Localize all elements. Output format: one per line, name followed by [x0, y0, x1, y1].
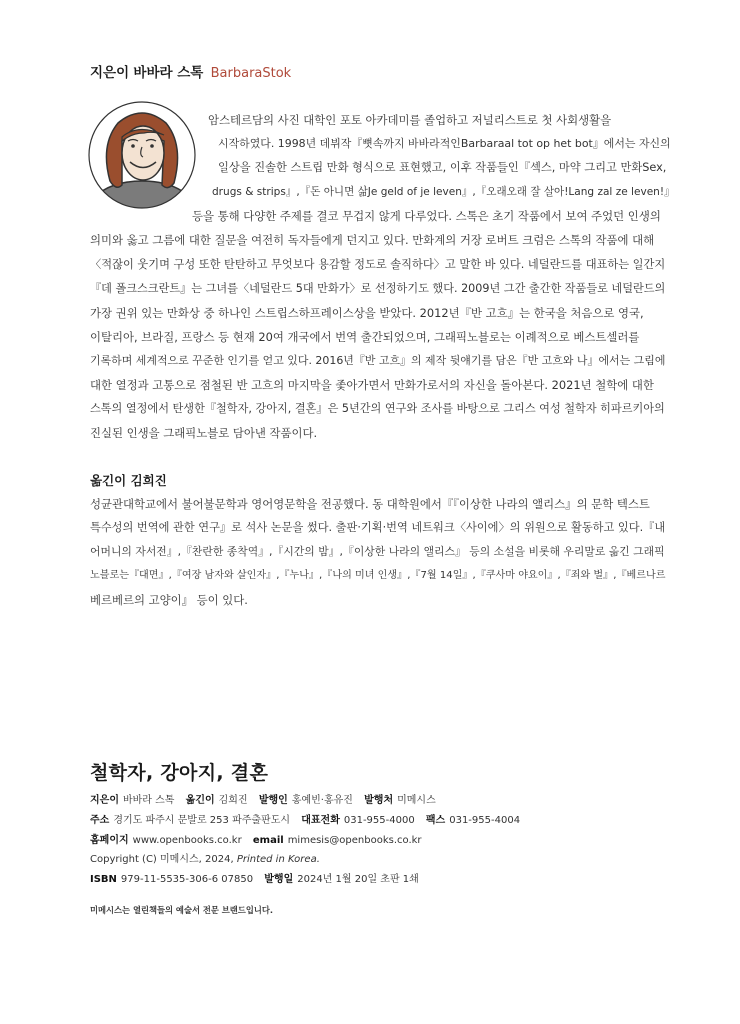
translator-line: 성균관대학교에서 불어불문학과 영어영문학을 전공했다. 동 대학원에서『『이상한 나라의 앨리스』의 문학 텍스트 [90, 497, 650, 511]
homepage-label: 홈페이지 [90, 834, 129, 846]
imprint-value: 미메시스 [397, 795, 436, 806]
email-label: email [252, 834, 284, 846]
fax-label: 팩스 [425, 814, 446, 826]
translator-line: 특수성의 번역에 관한 연구』로 석사 논문을 썼다. 출판·기획·번역 네트워크〈사이에〉의 위원으로 활동하고 있다.『내 [90, 521, 666, 535]
brand-note: 미메시스는 열린책들의 예술서 전문 브랜드입니다. [90, 905, 274, 915]
translator-biography [90, 492, 666, 612]
bio-line: 암스테르담의 사진 대학인 포토 아카데미를 졸업하고 저널리스트로 첫 사회생활을 [208, 113, 612, 127]
bio-line: 진실된 인생을 그래픽노블로 담아낸 작품이다. [90, 426, 318, 441]
colophon-isbn-row [90, 870, 520, 890]
isbn-label: ISBN [90, 874, 117, 886]
date-value: 2024년 1월 20일 초판 1쇄 [297, 874, 419, 886]
bio-line: 가장 권위 있는 만화상 중 하나인 스트립스하프레이스상을 받았다. 2012년『반 고흐』는 한국을 처음으로 영국, [90, 305, 644, 320]
author-name-en: BarbaraStok [210, 66, 292, 81]
translator-name: 김희진 [130, 473, 167, 488]
colophon-web-row [90, 831, 520, 851]
date-label: 발행일 [264, 874, 294, 886]
publisher-label: 발행인 [258, 795, 288, 806]
phone-value: 031-955-4000 [343, 814, 415, 826]
author-role: 지은이 [90, 65, 130, 81]
copyright-text: Copyright (C) 미메시스, 2024, [90, 854, 234, 866]
bio-line: 기록하며 세계적으로 꾸준한 인기를 얻고 있다. 2016년『반 고흐』의 제작 뒷얘기를 담은『반 고흐와 나』에서는 그림에 [90, 353, 666, 367]
author-biography [90, 108, 675, 445]
translator-line: 노블로는『대면』,『여장 남자와 살인자』,『누나』,『나의 미녀 인생』,『7월 14일』,『쿠사마 야요이』,『죄와 벌』,『베르나르 [90, 570, 666, 582]
bio-line: 시작하였다. 1998년 데뷔작『뼛속까지 바바라적인Barbaraal tot op het bot』에서는 자신의 [218, 137, 671, 151]
email-value: mimesis@openbooks.co.kr [287, 834, 422, 846]
author-heading [90, 64, 291, 83]
bio-line: 일상을 진솔한 스트립 만화 형식으로 표현했고, 이후 작품들인『섹스, 마약 그리고 만화Sex, [218, 161, 667, 175]
fax-value: 031-955-4004 [449, 814, 521, 826]
translator-label: 옮긴이 [185, 795, 215, 806]
colophon-copyright-row [90, 850, 520, 870]
colophon-address-row [90, 811, 520, 831]
bio-line: 『데 폴크스크란트』는 그녀를〈네덜란드 5대 만화가〉로 선정하기도 했다. 2009년 그간 출간한 작품들로 네덜란드의 [90, 281, 666, 295]
bio-line: 〈적잖이 웃기며 구성 또한 탄탄하고 무엇보다 용감할 정도로 솔직하다〉고 말한 바 있다. 네덜란드를 대표하는 일간지 [90, 257, 666, 271]
translator-heading [90, 472, 167, 490]
colophon [90, 791, 520, 890]
imprint-label: 발행처 [364, 795, 394, 806]
phone-label: 대표전화 [301, 814, 340, 826]
address-label: 주소 [90, 814, 110, 826]
author-label: 지은이 [90, 795, 119, 806]
publisher-value: 홍예빈·홍유진 [291, 795, 353, 806]
isbn-value: 979-11-5535-306-6 07850 [120, 874, 254, 886]
homepage-value: www.openbooks.co.kr [132, 834, 242, 846]
translator-value: 김희진 [218, 795, 248, 806]
bio-line: 이탈리아, 브라질, 프랑스 등 현재 20여 개국에서 번역 출간되었으며, 그래픽노블로는 이례적으로 베스트셀러를 [90, 329, 640, 344]
address-value: 경기도 파주시 문발로 253 파주출판도시 [113, 814, 291, 826]
bio-line: 등을 통해 다양한 주제를 결코 무겁지 않게 다루었다. 스톡은 초기 작품에서 보여 주었던 인생의 [192, 209, 661, 224]
author-name-ko: 바바라 스톡 [133, 65, 204, 81]
author-value: 바바라 스톡 [122, 795, 175, 806]
bio-line: drugs & strips』,『돈 아니면 삶Je geld of je leven』,『오래오래 잘 살아!Lang zal ze leven!』 [212, 186, 675, 199]
bio-line: 스톡의 열정에서 탄생한『철학자, 강아지, 결혼』은 5년간의 연구와 조사를 바탕으로 그리스 여성 철학자 히파르키아의 [90, 402, 665, 416]
printed-in: Printed in Korea. [236, 854, 320, 866]
translator-role: 옮긴이 [90, 473, 127, 488]
translator-line: 어머니의 자서전』,『찬란한 종착역』,『시간의 밤』,『이상한 나라의 앨리스』 등의 소설을 비롯해 우리말로 옮긴 그래픽 [90, 545, 665, 559]
bio-line: 대한 열정과 고통으로 점철된 반 고흐의 마지막을 좇아가면서 만화가로서의 자신을 돌아본다. 2021년 철학에 대한 [90, 378, 654, 393]
book-title: 철학자, 강아지, 결혼 [90, 762, 269, 784]
translator-line: 베르베르의 고양이』 등이 있다. [90, 593, 248, 608]
bio-line: 의미와 옳고 그름에 대한 질문을 여전히 독자들에게 던지고 있다. 만화계의 거장 로버트 크럼은 스톡의 작품에 대해 [90, 233, 655, 248]
colophon-credits-row [90, 791, 520, 811]
